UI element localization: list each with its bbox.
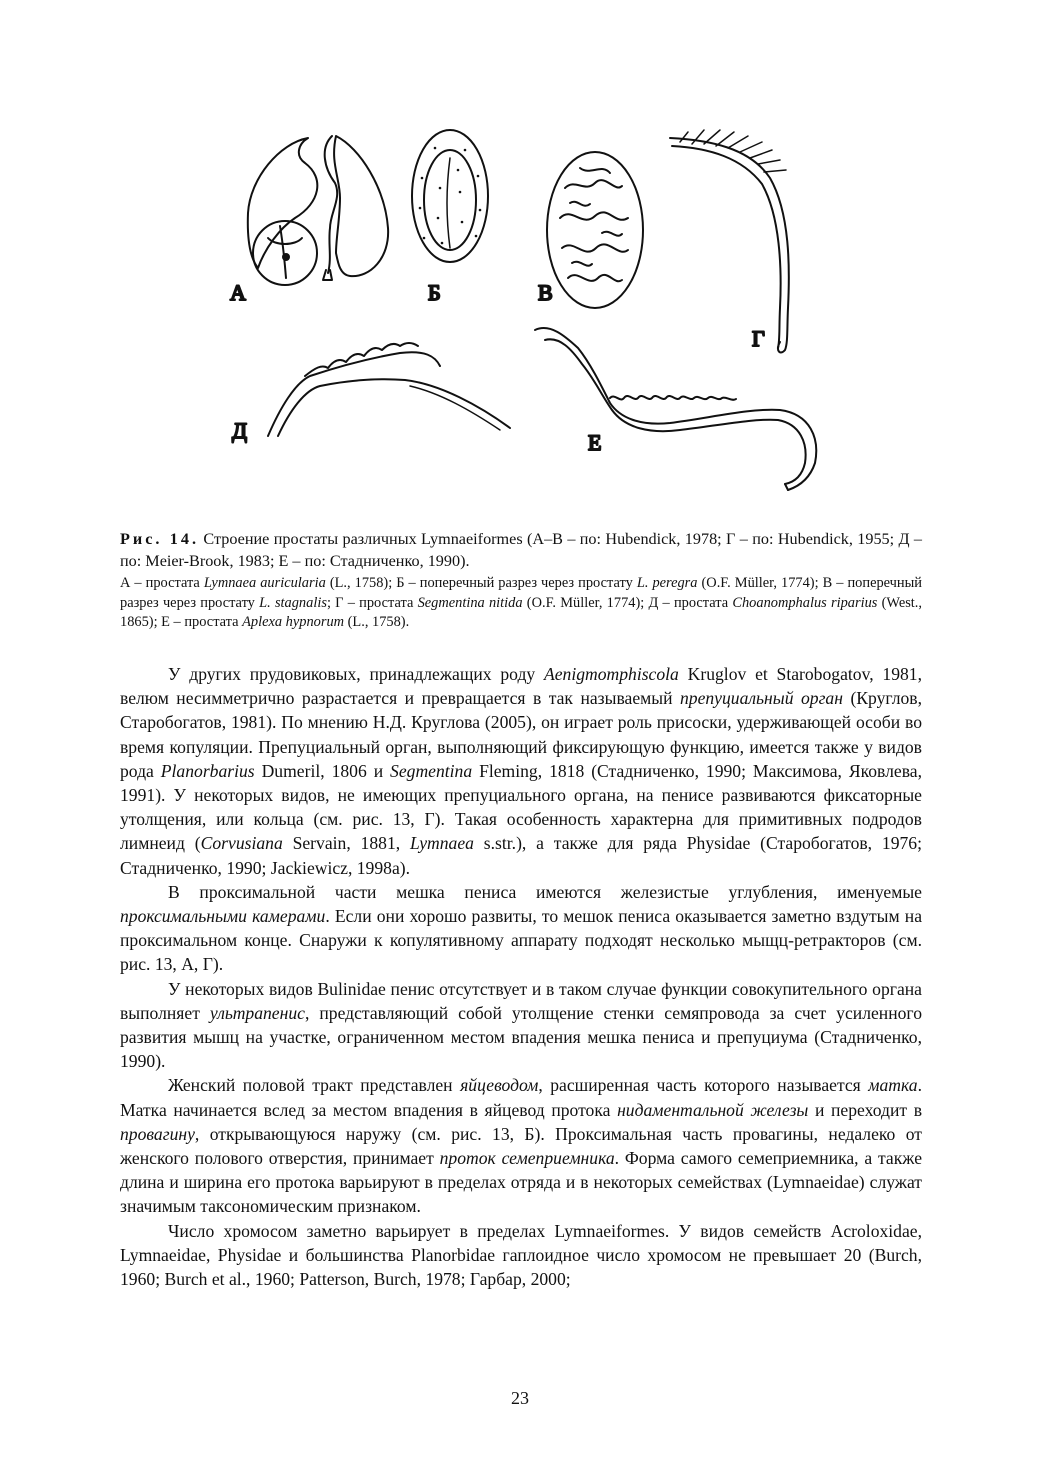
- text-run: ; Г – простата: [326, 594, 418, 611]
- figure-caption: [120, 528, 922, 633]
- italic-term: L. stagnalis: [259, 594, 327, 611]
- italic-term: L. peregra: [636, 575, 698, 591]
- text-run: В проксимальной части мешка пениса имеются железистые углубления, именуемые: [168, 881, 922, 902]
- text-run: , расширенная часть которого называется: [538, 1075, 869, 1096]
- italic-term: нидаментальной железы: [617, 1099, 809, 1120]
- text-run: , представляющий собой утолщение стенки семяпровода за счет усиленного развития мышц на участке, ограниченном местом впадения мешка пениса и препуциума (Стадниченко, 1990).: [120, 1002, 922, 1072]
- italic-term: Aplexa hypnorum: [242, 614, 345, 630]
- paragraph: [120, 1073, 922, 1218]
- text-run: . Матка начинается вслед за местом впадения в яйцевод протока: [120, 1075, 923, 1120]
- italic-term: Planorbarius: [160, 760, 255, 781]
- caption-legend: [120, 574, 922, 633]
- drawing-b: [412, 130, 488, 262]
- italic-term: проток семеприемника: [439, 1148, 615, 1169]
- paragraph: [120, 880, 922, 977]
- text-run: (L., 1758); Б – поперечный разрез через простату: [325, 575, 637, 591]
- text-run: (West., 1865); Е – простата: [120, 594, 922, 630]
- paragraph: [120, 662, 922, 880]
- paragraph: [120, 1219, 922, 1292]
- text-run: Dumeril, 1806 и: [254, 760, 391, 781]
- text-run: Fleming, 1818 (Стадниченко, 1990; Максимова, Яковлева, 1991). У некоторых видов, не имеющих препуциального органа, на пенисе развиваются фиксаторные утолщения, или кольца (см. рис. 13, Г). Такая особенность характерна для примитивных подродов лимнеид (: [120, 760, 922, 854]
- text-run: (O.F. Müller, 1774); В – поперечный разрез через простату: [120, 575, 922, 611]
- italic-term: яйцеводом: [460, 1075, 539, 1096]
- label-g: Г: [752, 326, 765, 351]
- text-run: . Форма самого семеприемника, а также длина и ширина его протока варьируют в пределах отряда и в некоторых семействах (Lymnaeidae) служат значимым таксономическим признаком.: [120, 1148, 923, 1217]
- italic-term: матка: [868, 1075, 918, 1096]
- text-run: (L., 1758).: [344, 614, 410, 630]
- text-run: s.str.), а также для ряда Physidae (Старобогатов, 1976; Стадниченко, 1990; Jackiewicz, 1998a).: [120, 833, 922, 878]
- text-run: Число хромосом заметно варьирует в пределах Lymnaeiformes. У видов семейств Acroloxidae, Lymnaeidae, Physidae и большинства Planorbidae гаплоидное число хромосом не превышает 20 (Burch, 1960; Burch et al., 1960; Patterson, Burch, 1978; Гарбар, 2000;: [120, 1220, 922, 1290]
- text-run: У других прудовиковых, принадлежащих роду: [168, 664, 544, 684]
- drawing-d: [268, 343, 510, 436]
- figure-drawings: [210, 118, 850, 513]
- italic-term: Aenigmomphiscola: [543, 664, 679, 684]
- text-run: , открывающуюся наружу (см. рис. 13, Б). Проксимальная часть провагины, недалеко от женского полового отверстия, принимает: [120, 1123, 922, 1169]
- italic-term: Segmentina: [390, 760, 473, 781]
- italic-term: ультрапенис: [209, 1002, 305, 1023]
- text-run: Женский половой тракт представлен: [168, 1075, 461, 1096]
- caption-title: [120, 528, 922, 572]
- prostate-figure: [210, 118, 850, 513]
- label-a: А: [230, 280, 246, 305]
- label-e: Е: [588, 430, 602, 455]
- drawing-a: [248, 136, 388, 285]
- italic-term: проксимальными камерами: [120, 906, 326, 927]
- drawing-v: [547, 152, 643, 308]
- italic-term: провагину: [120, 1123, 195, 1144]
- italic-term: Choanomphalus riparius: [732, 594, 878, 611]
- text-run: Servain, 1881,: [282, 833, 410, 854]
- text-run: (O.F. Müller, 1774); Д – простата: [522, 594, 733, 611]
- drawing-g: [670, 130, 789, 352]
- text-run: Kruglov et Starobogatov, 1981, велюм несимметрично разрастается и превращается в так называемый: [120, 664, 922, 709]
- paragraph: [120, 977, 922, 1074]
- caption-title-text: Строение простаты различных Lymnaeiformes (А–В – по: Hubendick, 1978; Г – по: Hubendick, 1955; Д – по: Meier-Brook, 1983; Е – по: Стадниченко, 1990).: [120, 530, 922, 570]
- italic-term: препуциальный орган: [679, 688, 843, 709]
- italic-term: Corvusiana: [200, 833, 283, 854]
- label-d: Д: [232, 418, 248, 443]
- italic-term: Segmentina nitida: [417, 594, 523, 611]
- text-run: . Если они хорошо развиты, то мешок пениса оказывается заметно вздутым на проксимальном конце. Снаружи к копулятивному аппарату подходят несколько мыщц-ретракторов (см. рис. 13, А, Г).: [120, 906, 923, 975]
- text-run: А – простата: [120, 575, 204, 591]
- label-b: Б: [428, 280, 441, 305]
- body-text: [120, 662, 922, 1291]
- text-run: и переходит в: [808, 1099, 922, 1120]
- text-run: (Круглов, Старобогатов, 1981). По мнению Н.Д. Круглова (2005), он играет роль присоски, удерживающей особи во время копуляции. Препуциальный орган, выполняющий фиксирующую функцию, имеется также у видов рода: [120, 688, 922, 781]
- page-number: 23: [511, 1388, 529, 1408]
- italic-term: Lymnaea: [409, 833, 474, 854]
- figure-number: Рис. 14.: [120, 530, 200, 548]
- drawing-e: [535, 328, 816, 490]
- italic-term: Lymnaea auricularia: [203, 575, 326, 591]
- text-run: У некоторых видов Bulinidae пенис отсутствует и в таком случае функции совокупительного органа выполняет: [120, 978, 922, 1023]
- label-v: В: [538, 280, 553, 305]
